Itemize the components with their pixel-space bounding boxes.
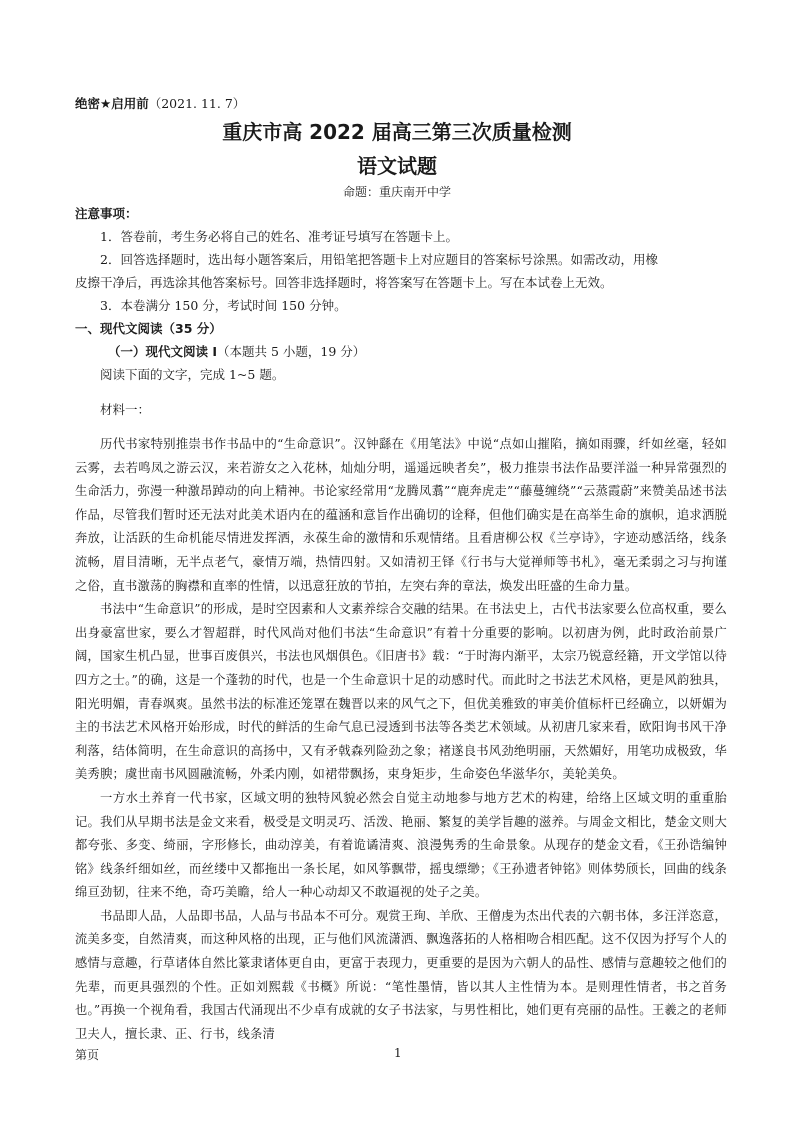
exam-body — [75, 202, 727, 1046]
footer-label: 第页 — [75, 1048, 100, 1062]
confidential-line — [75, 96, 245, 112]
exam-title: 重庆市高 2022 届高三第三次质量检测 — [222, 120, 572, 144]
spacer — [75, 386, 727, 398]
material-label: 材料一： — [100, 402, 151, 417]
paragraph-3: 一方水土养育一代书家，区域文明的独特风貌必然会自觉主动地参与地方艺术的构建，给络上区域文明的重重胎记。我们从早期书法是金文来看，极受是文明灵巧、活泼、艳丽、繁复的美学旨趣的滋养。与周金文相比，楚金文则大都夸张、多变、绮丽，字形修长，曲动淳美，有着诡谲清爽、浪漫隽秀的生命景象。从现存的楚金文看，《王孙诰编钟铭》线条纤细如丝，而丝缕中又都拖出一条长尾，如风筝飘带，摇曳缥缈；《王孙遗者钟铭》则体势颀长，回曲的线条绵亘劲韧，往来不绝，奇巧美瞻，给人一种心动却又不敢逼视的处子之美。 — [75, 790, 727, 900]
notice-item-3: 3．本卷满分 150 分，考试时间 150 分钟。 — [100, 298, 347, 313]
reading-instruction: 阅读下面的文字，完成 1~5 题。 — [100, 367, 285, 382]
paragraph-2: 书法中“生命意识”的形成，是时空因素和人文素养综合交融的结果。在书法史上，古代书法家要么位高权重，要么出身豪富世家，要么才智超群，时代风尚对他们书法“生命意识”有着十分重要的影响。以初唐为例，此时政治前景广阔，国家生机凸显，世事百废俱兴，书法也风烟俱色。《旧唐书》载：“于时海内渐平，太宗乃锐意经籍，开文学馆以待四方之士。”的确，这是一个蓬勃的时代，也是一个生命意识十足的动感时代。而此时之书法艺术风格，更是风韵独具，阳光明媚，青春飒爽。虽然书法的标准还笼罩在魏晋以来的风气之下，但优美雅致的审美价值标杆已经确立，以妍媚为主的书法艺术风格开始形成，时代的鲜活的生命气息已浸透到书法等各类艺术领域。从初唐几家来看，欧阳询书风干净利落，结体简明，在生命意识的高扬中，又有矛戟森列险劲之象；褚遂良书风劲绝明丽，天然媚好，用笔功成极致，华美秀腴；虞世南书风圆融流畅，外柔内刚，如裙带飘扬，束身矩步，生命姿色华滋华尔，美轮美奂。 — [75, 602, 727, 782]
section-heading: 一、现代文阅读（35 分） — [75, 321, 222, 336]
subsection-heading — [75, 340, 727, 363]
exam-subtitle: 语文试题 — [357, 154, 437, 178]
spacer — [75, 421, 727, 433]
paragraph-4: 书品即人品，人品即书品，人品与书品本不可分。观赏王珣、羊欣、王僧虔为杰出代表的六朝书体，多汪洋恣意，流美多变，自然清爽，而这种风格的出现，正与他们风流潇洒、飘逸落拓的人格相吻合相匹配。这不仅因为抒写个人的感情与意趣，行草诸体自然比篆隶诸体更自由，更富于表现力，更重要的是因为六朝人的品性、感情与意趣较之他们的先辈，而更具强烈的个性。正如刘熙载《书概》所说：“笔性墨情，皆以其人主性情为本。是则理性情者，书之首务也。”再换一个视角看，我国古代涌现出不少卓有成就的女子书法家，与男性相比，她们更有亮丽的品性。王羲之的老师卫夫人，擅长隶、正、行书，线条清 — [75, 908, 727, 1041]
exam-author: 命题：重庆南开中学 — [342, 185, 451, 199]
notice-item-2a: 2．回答选择题时，选出每小题答案后，用铅笔把答题卡上对应题目的答案标号涂黑。如需改动，用橡 — [100, 252, 658, 267]
paragraph-1: 历代书家特别推崇书作书品中的“生命意识”。汉钟繇在《用笔法》中说“点如山摧陷，摘如雨骤，纤如丝毫，轻如云雾，去若鸣凤之游云汉，来若游女之入花林，灿灿分明，遥遥远映者矣”，极力推崇书法作品要洋溢一种异常强烈的生命活力，弥漫一种激昂踔动的向上精神。书论家经常用“龙腾凤翥”“鹿奔虎走”“藤蔓缠绕”“云蒸霞蔚”来赞美品述书法作品，尽管我们暂时还无法对此美术语内在的蕴涵和意旨作出确切的诠释，但他们确实是在高举生命的旗帜，追求洒脱奔放，让活跃的生命机能尽情进发挥洒，永葆生命的激情和乐观情绪。且看唐柳公权《兰亭诗》，字迹动感活络，线条流畅，眉目清晰，无半点老气，豪情万端，热情四射。又如清初王铎《行书与大觉禅师等书札》，毫无柔弱之习与拘谨之俗，直书激荡的胸襟和直率的性情，以迅意狂放的节拍，左突右奔的章法，焕发出旺盛的生命力量。 — [75, 437, 727, 593]
exam-date: （2021. 11. 7） — [148, 96, 246, 111]
notice-heading: 注意事项： — [75, 206, 138, 221]
notice-item-1: 1．答卷前，考生务必将自己的姓名、准考证号填写在答题卡上。 — [100, 229, 458, 244]
notice-item-2b: 皮擦干净后，再选涂其他答案标号。回答非选择题时，将答案写在答题卡上。写在本试卷上无效。 — [75, 275, 613, 290]
subsection-note: （本题共 5 小题，19 分） — [217, 344, 366, 359]
subsection-title: （一）现代文阅读 I — [108, 344, 218, 359]
confidential-label: 绝密★启用前 — [75, 96, 149, 111]
page-number: 1 — [394, 1046, 402, 1060]
